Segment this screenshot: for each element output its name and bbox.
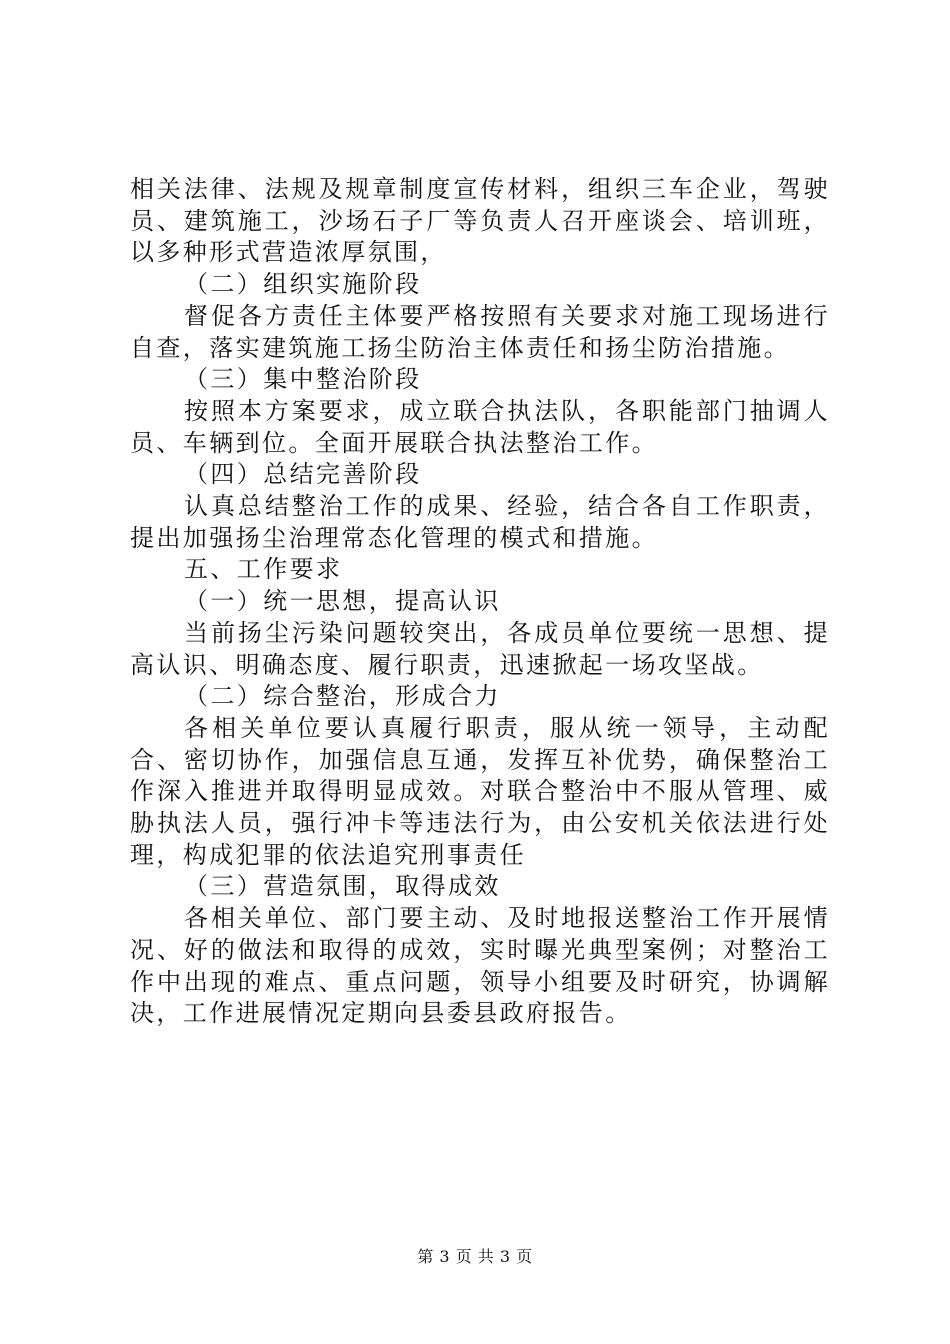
heading-comprehensive-rectification: （二）综合整治，形成合力 [184,682,501,711]
paragraph-centralized-rectification: 按照本方案要求，成立联合执法队，各职能部门抽调人员、车辆到位。全面开展联合执法整治工作。 [130,396,830,457]
heading-unify-thinking: （一）统一思想，提高认识 [184,587,501,616]
paragraph-continuation: 相关法律、法规及规章制度宣传材料，组织三车企业，驾驶员、建筑施工，沙场石子厂等负责人召开座谈会、培训班，以多种形式营造浓厚氛围， [130,175,830,267]
heading-work-requirements: 五、工作要求 [184,555,343,584]
heading-implementation-stage: （二）组织实施阶段 [184,270,422,299]
document-body [130,174,830,1030]
heading-centralized-rectification-stage: （三）集中整治阶段 [184,365,422,394]
paragraph-unify-thinking: 当前扬尘污染问题较突出，各成员单位要统一思想、提高认识、明确态度、履行职责，迅速掀起一场攻坚战。 [130,618,830,679]
page-number-footer: 第 3 页 共 3 页 [417,1247,533,1266]
heading-create-atmosphere: （三）营造氛围，取得成效 [184,872,501,901]
paragraph-comprehensive-rectification: 各相关单位要认真履行职责，服从统一领导，主动配合、密切协作，加强信息互通，发挥互补优势，确保整治工作深入推进并取得明显成效。对联合整治中不服从管理、威胁执法人员，强行冲卡等违法行为，由公安机关依法进行处理，构成犯罪的依法追究刑事责任 [130,713,830,869]
paragraph-implementation: 督促各方责任主体要严格按照有关要求对施工现场进行自查，落实建筑施工扬尘防治主体责任和扬尘防治措施。 [130,301,830,362]
paragraph-summary: 认真总结整治工作的成果、经验，结合各自工作职责，提出加强扬尘治理常态化管理的模式和措施。 [130,492,830,552]
paragraph-create-atmosphere: 各相关单位、部门要主动、及时地报送整治工作开展情况、好的做法和取得的成效，实时曝光典型案例；对整治工作中出现的难点、重点问题，领导小组要及时研究，协调解决，工作进展情况定期向县委县政府报告。 [130,904,830,1028]
heading-summary-stage: （四）总结完善阶段 [184,460,422,489]
